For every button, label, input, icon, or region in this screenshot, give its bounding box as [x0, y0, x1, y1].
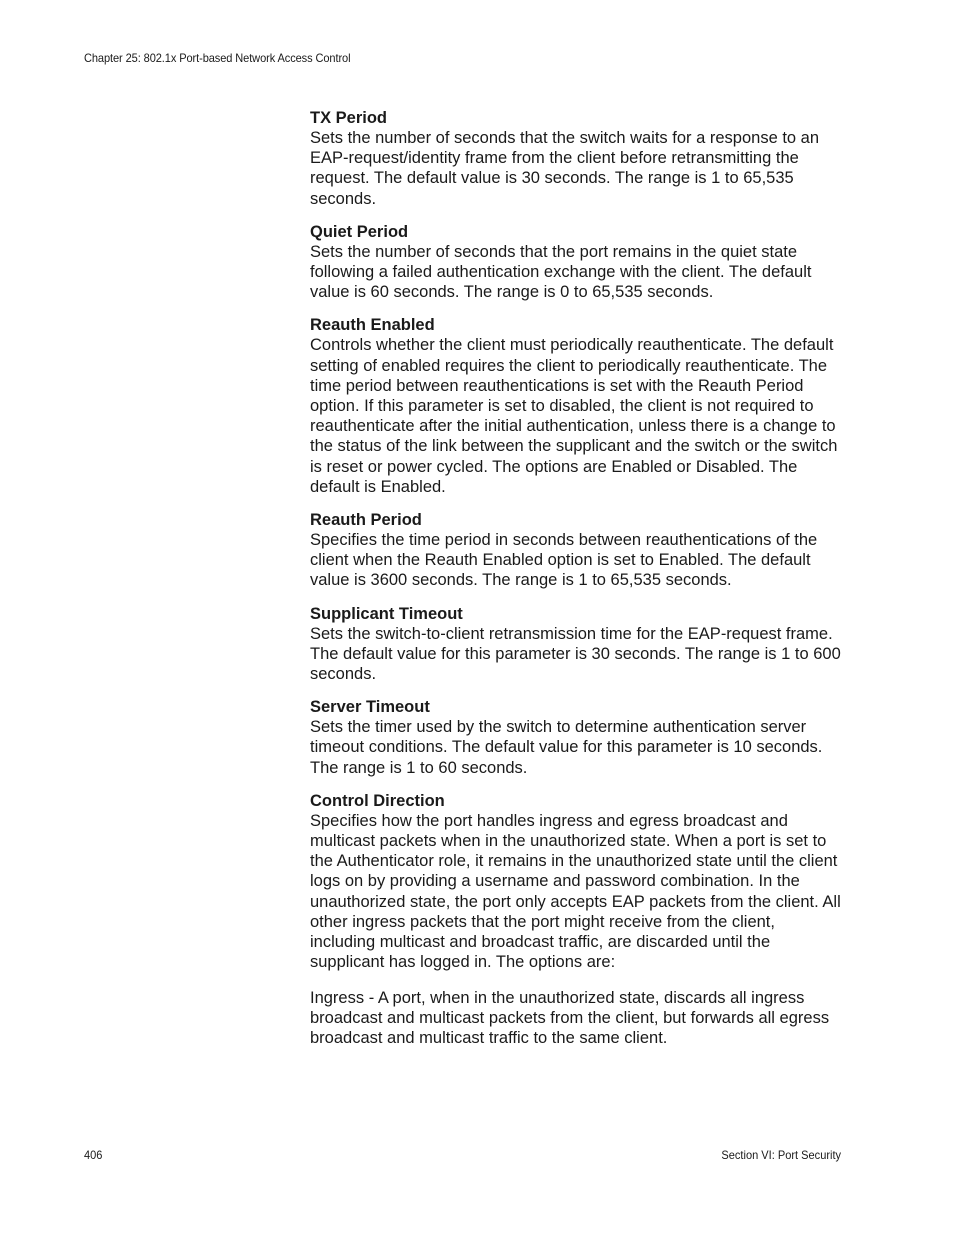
entry-text: Sets the number of seconds that the switch waits for a response to an EAP-request/identity frame from the client before retransmitting the request. The default value is 30 seconds. The range is 1 to 65,535 seconds.	[310, 129, 820, 208]
entry-quiet-period	[310, 222, 844, 303]
entry-text: Sets the number of seconds that the port remains in the quiet state following a failed authentication exchange with the client. The default value is 60 seconds. The range is 0 to 65,535 seconds.	[310, 242, 812, 302]
entry-title: Reauth Enabled	[310, 316, 435, 335]
entry-text: Sets the timer used by the switch to determine authentication server timeout conditions. The default value for this parameter is 10 seconds. The range is 1 to 60 seconds.	[310, 718, 823, 777]
entry-title: Quiet Period	[310, 222, 409, 241]
entry-text: Specifies how the port handles ingress and egress broadcast and multicast packets when in the unauthorized state. When a port is set to the Authenticator role, it remains in the unauthorized state until the client logs on by providing a username and password combination. In the unauthorized state, the port only accepts EAP packets from the client. All other ingress packets that the port might receive from the client, including multicast and broadcast traffic, are discarded until the supplicant has logged in. The options are:	[310, 811, 841, 972]
ingress-option-text: Ingress - A port, when in the unauthorized state, discards all ingress broadcast and multicast packets from the client, but forwards all egress broadcast and multicast traffic to the same client.	[310, 988, 830, 1047]
footer-section: Section VI: Port Security	[721, 1148, 841, 1162]
entry-title: Control Direction	[310, 791, 445, 810]
entry-title: Reauth Period	[310, 511, 422, 530]
entry-supplicant-timeout	[310, 604, 844, 685]
entry-text: Controls whether the client must periodically reauthenticate. The default setting of enabled requires the client to periodically reauthenticate. The time period between reauthentications is set with the Reauth Period option. If this parameter is set to disabled, the client is not required to reauthenticate after the initial authentication, unless there is a change to the status of the link between the supplicant and the switch or the switch is reset or power cycled. The options are Enabled or Disabled. The default is Enabled.	[310, 336, 838, 496]
entry-reauth-period	[310, 510, 844, 591]
entry-reauth-enabled	[310, 315, 844, 497]
entry-control-direction	[310, 791, 844, 1048]
entry-title: Supplicant Timeout	[310, 604, 463, 623]
running-header: Chapter 25: 802.1x Port-based Network Access Control	[84, 51, 351, 65]
main-content	[310, 108, 844, 1061]
entry-server-timeout	[310, 697, 844, 778]
entry-tx-period	[310, 108, 844, 209]
entry-title: TX Period	[310, 109, 388, 127]
page-number: 406	[84, 1148, 103, 1162]
entry-title: Server Timeout	[310, 698, 430, 717]
entry-text: Sets the switch-to-client retransmission time for the EAP-request frame. The default value for this parameter is 30 seconds. The range is 1 to 600 seconds.	[310, 624, 841, 684]
entry-text: Specifies the time period in seconds between reauthentications of the client when the Reauth Enabled option is set to Enabled. The default value is 3600 seconds. The range is 1 to 65,535 seconds.	[310, 531, 818, 590]
